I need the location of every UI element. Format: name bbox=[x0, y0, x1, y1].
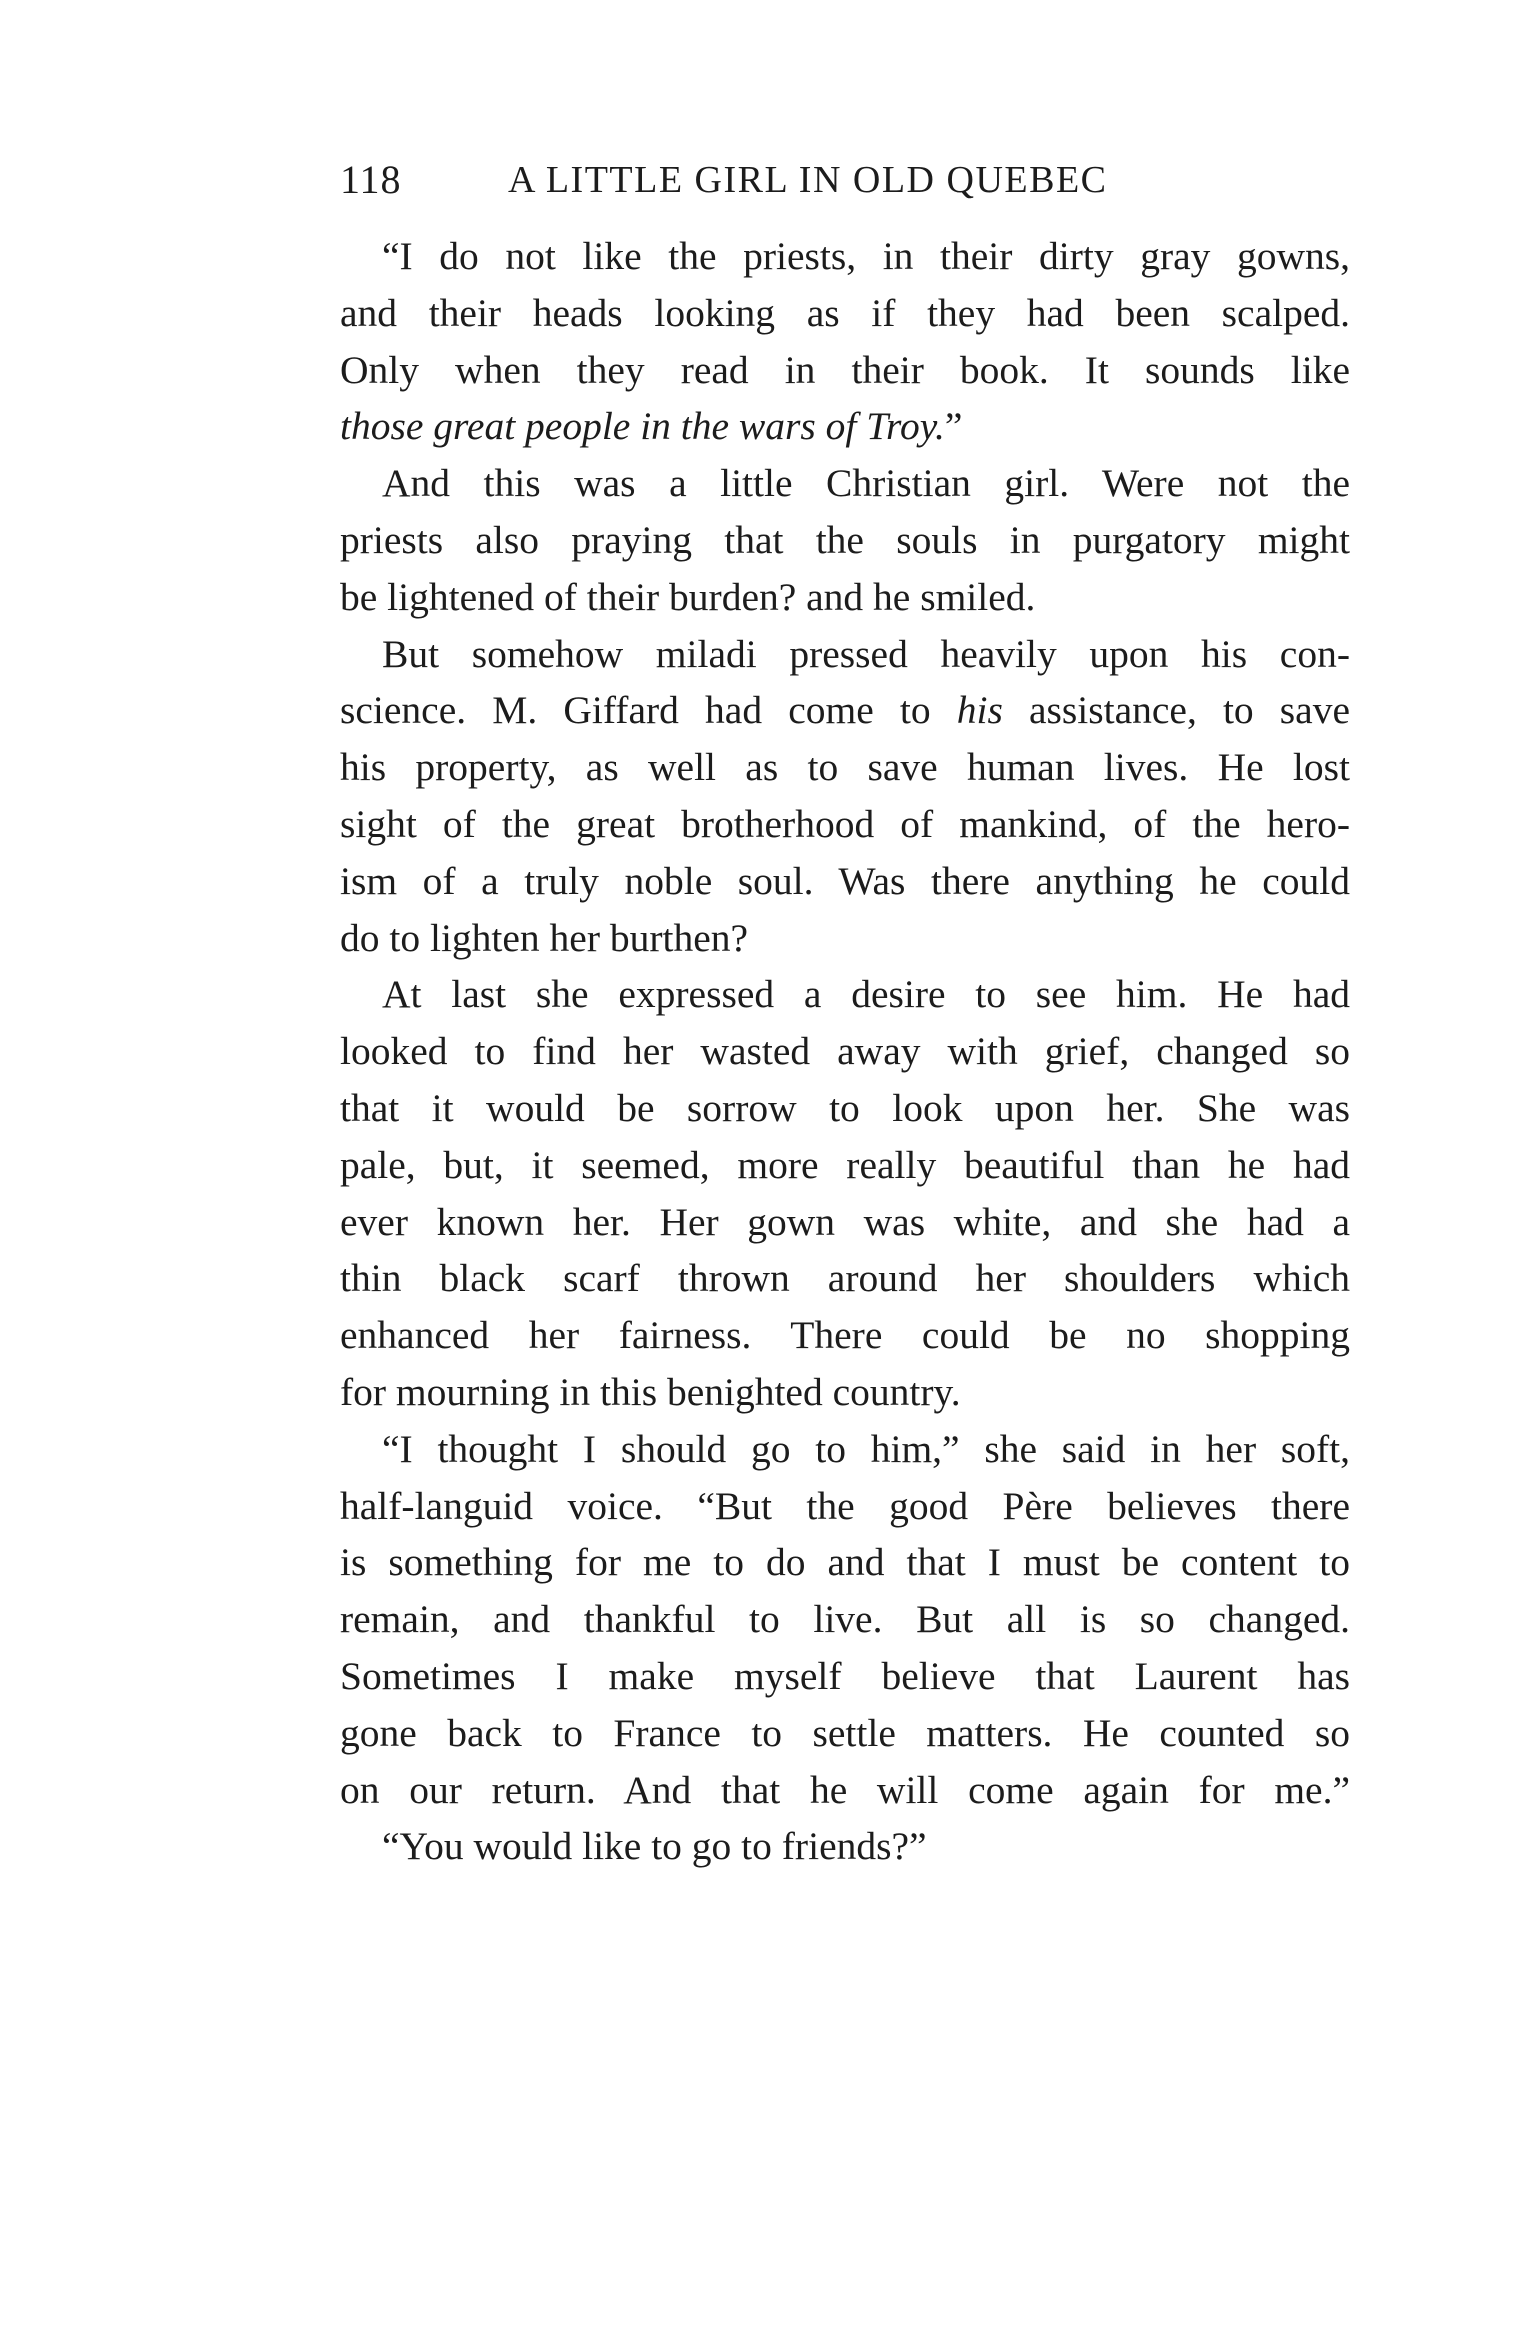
running-head bbox=[340, 150, 1340, 210]
text-line: gone back to France to settle matters. He counted so bbox=[340, 1710, 1350, 1755]
text-line: looked to find her wasted away with grief, changed so bbox=[340, 1029, 1350, 1074]
text-line: priests also praying that the souls in purgatory might bbox=[340, 517, 1350, 562]
text-line: But somehow miladi pressed heavily upon his con- bbox=[382, 631, 1350, 676]
body-text bbox=[340, 228, 1350, 1875]
running-title: A LITTLE GIRL IN OLD QUEBEC bbox=[508, 159, 1108, 201]
paragraph-3 bbox=[340, 626, 1350, 967]
text-line: pale, but, it seemed, more really beautiful than he had bbox=[340, 1142, 1350, 1187]
text-line: ism of a truly noble soul. Was there anything he could bbox=[340, 858, 1350, 903]
text-line: is something for me to do and that I must be content to bbox=[340, 1540, 1350, 1585]
text-line: remain, and thankful to live. But all is so changed. bbox=[340, 1597, 1350, 1642]
text-line: and their heads looking as if they had been scalped. bbox=[340, 290, 1350, 335]
text-line: ever known her. Her gown was white, and she had a bbox=[340, 1199, 1350, 1244]
text-line: be lightened of their burden? and he smiled. bbox=[340, 574, 1036, 619]
paragraph-1 bbox=[340, 228, 1350, 455]
text-line: thin black scarf thrown around her shoulders which bbox=[340, 1256, 1350, 1301]
text-line: do to lighten her burthen? bbox=[340, 915, 749, 960]
text-line: And this was a little Christian girl. Were not the bbox=[382, 461, 1350, 506]
text-line: “I thought I should go to him,” she said in her soft, bbox=[382, 1426, 1350, 1471]
text-line: sight of the great brotherhood of mankind, of the hero- bbox=[340, 801, 1350, 846]
paragraph-6 bbox=[340, 1818, 1350, 1875]
page-number: 118 bbox=[340, 157, 402, 202]
italic-emphasis: his bbox=[956, 688, 1003, 733]
text-line: enhanced her fairness. There could be no shopping bbox=[340, 1313, 1350, 1358]
paragraph-2 bbox=[340, 455, 1350, 625]
text-line: for mourning in this benighted country. bbox=[340, 1369, 961, 1414]
text-line: that it would be sorrow to look upon her. She was bbox=[340, 1085, 1350, 1130]
text-line: Sometimes I make myself believe that Laurent has bbox=[340, 1653, 1350, 1698]
text-line: his property, as well as to save human lives. He lost bbox=[340, 745, 1350, 790]
text-line: on our return. And that he will come again for me.” bbox=[340, 1767, 1350, 1812]
paragraph-5 bbox=[340, 1421, 1350, 1819]
italic-quote-text: those great people in the wars of Troy.” bbox=[340, 404, 963, 449]
text-line: “I do not like the priests, in their dirty gray gowns, bbox=[382, 234, 1350, 278]
closing-quote: ” bbox=[944, 404, 963, 449]
text-line: “You would like to go to friends?” bbox=[382, 1824, 927, 1869]
paragraph-4 bbox=[340, 966, 1350, 1420]
text-line: half-languid voice. “But the good Père believes there bbox=[340, 1483, 1350, 1528]
text-line-italic bbox=[340, 398, 1350, 455]
text-line-with-italic: science. M. Giffard had come to his assistance, to save bbox=[340, 688, 1350, 733]
text-line: At last she expressed a desire to see him. He had bbox=[382, 972, 1350, 1017]
text-line: Only when they read in their book. It sounds like bbox=[340, 347, 1350, 392]
